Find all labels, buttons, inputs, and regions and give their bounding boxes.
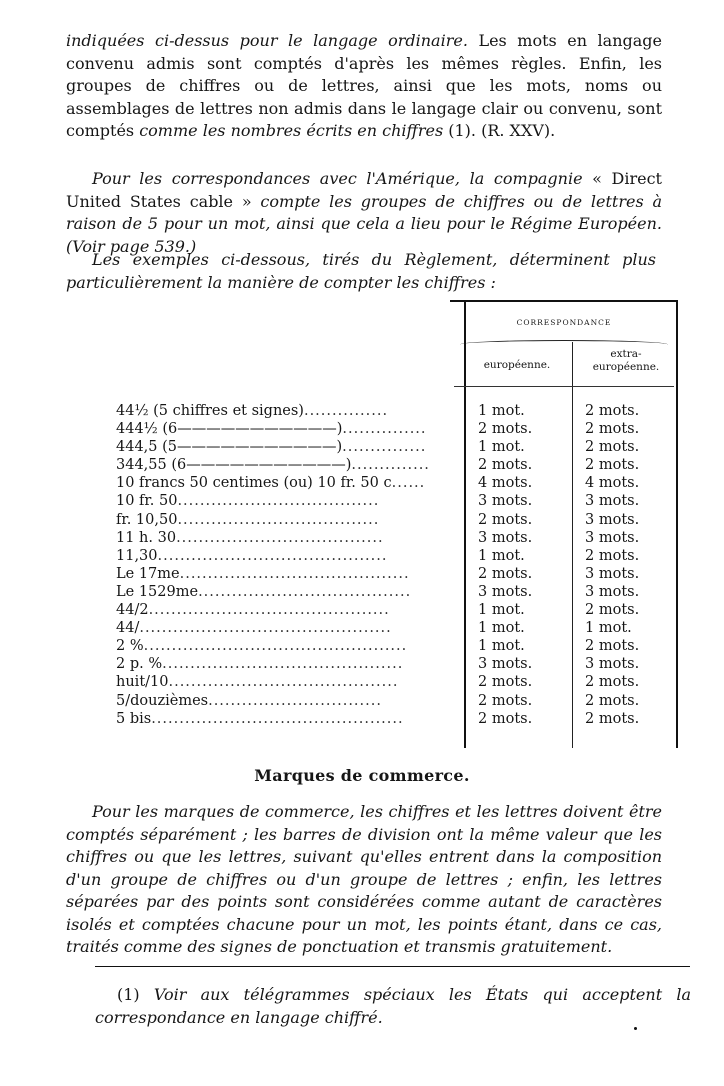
table-row	[0, 710, 724, 728]
row-extra-european-count: 3 mots.	[585, 656, 640, 673]
footnote-marker: (1)	[117, 985, 140, 1004]
row-label-text: 10 fr. 50	[116, 493, 178, 510]
row-label	[116, 637, 450, 655]
row-label-text: fr. 10,50	[116, 511, 178, 528]
row-european-count: 4 mots.	[478, 475, 533, 492]
row-leader-dots: .............................................	[139, 620, 392, 637]
row-european-count: 2 mots.	[478, 565, 533, 582]
intro-italic-start: indiquées ci-dessus pour le langage ordinaire.	[66, 31, 468, 50]
row-label	[116, 420, 450, 438]
row-label	[116, 529, 450, 547]
extra-european-line1: extra-	[610, 348, 642, 360]
row-label	[116, 565, 450, 583]
row-european-count: 3 mots.	[478, 583, 533, 600]
row-leader-dots: ...............................................	[143, 638, 408, 655]
row-label-text: 2 p. %	[116, 656, 163, 673]
row-label-text: Le 1529me	[116, 583, 199, 600]
table-row	[0, 601, 724, 619]
table-row	[0, 438, 724, 456]
row-label-text: 10 francs 50 centimes (ou) 10 fr. 50 c	[116, 475, 392, 492]
america-text-a: « Direct United States cable »	[66, 169, 662, 211]
row-extra-european-count: 3 mots.	[585, 565, 640, 582]
row-european-count: 1 mot.	[478, 638, 525, 655]
row-european-count: 2 mots.	[478, 674, 533, 691]
row-european-count: 3 mots.	[478, 656, 533, 673]
row-extra-european-count: 2 mots.	[585, 638, 640, 655]
intro-text-a: Les mots en langage convenu admis sont comptés d'après les mêmes règles. Enfin, les groupes de chiffres ou de lettres, ainsi que les mots, noms ou assemblages de lettres non admis dans le langage clair ou convenu, sont comptés	[66, 31, 662, 140]
row-european-count: 1 mot.	[478, 620, 525, 637]
trademarks-paragraph: Pour les marques de commerce, les chiffres et les lettres doivent être comptés séparément ; les barres de division ont la même valeur que les chiffres ou que les lettres, suivant qu'elles entrent dans la composition d'un groupe de chiffres ou d'un groupe de lettres ; enfin, les lettres séparées par des points sont considérées comme autant de caractères isolés et comptées chacune pour un mot, les points étant, dans ce cas, traités comme des signes de ponctuation et transmis gratuitement.	[66, 802, 662, 956]
row-extra-european-count: 3 mots.	[585, 583, 640, 600]
row-european-count: 1 mot.	[478, 403, 525, 419]
table-row	[0, 673, 724, 691]
intro-text-b: (1). (R. XXV).	[443, 121, 556, 140]
intro-italic-end: comme les nombres écrits en chiffres	[139, 121, 444, 140]
table-top-rule	[450, 300, 678, 302]
table-row	[0, 655, 724, 673]
row-extra-european-count: 2 mots.	[585, 674, 640, 691]
row-leader-dots: ...............	[342, 421, 427, 438]
row-european-count: 1 mot.	[478, 439, 525, 456]
row-label	[116, 474, 450, 492]
row-leader-dots: .........................................	[157, 547, 388, 564]
row-european-count: 2 mots.	[478, 457, 533, 474]
row-european-count: 1 mot.	[478, 602, 525, 619]
row-label-text: huit/10	[116, 674, 169, 691]
row-leader-dots: ...............................	[208, 692, 382, 709]
table-row	[0, 529, 724, 547]
row-label-text: 11 h. 30	[116, 529, 177, 546]
row-leader-dots: ....................................	[177, 511, 380, 528]
table-header-separator	[454, 386, 674, 387]
row-label-text: 44½ (5 chiffres et signes)	[116, 403, 304, 419]
row-extra-european-count: 2 mots.	[585, 692, 640, 709]
row-label	[116, 601, 450, 619]
footnote-text: Voir aux télégrammes spéciaux les États qui acceptent la correspondance en langage chiffré.	[95, 985, 691, 1027]
row-label	[116, 438, 450, 456]
footnote-rule	[95, 966, 690, 967]
row-extra-european-count: 2 mots.	[585, 439, 640, 456]
table-header-extra-european	[574, 348, 678, 374]
row-label	[116, 402, 450, 420]
row-leader-dots: ....................................	[177, 493, 380, 510]
row-label	[116, 673, 450, 691]
table-row	[0, 474, 724, 492]
row-extra-european-count: 4 mots.	[585, 475, 640, 492]
row-extra-european-count: 2 mots.	[585, 547, 640, 564]
row-label-text: 11,30	[116, 547, 158, 564]
footnote	[95, 983, 691, 1029]
row-label	[116, 492, 450, 510]
row-label-text: 44/	[116, 620, 140, 637]
row-label	[116, 655, 450, 673]
row-european-count: 3 mots.	[478, 493, 533, 510]
row-european-count: 3 mots.	[478, 529, 533, 546]
row-label-text: 344,55 (6———————————)	[116, 457, 352, 474]
row-label-text: 444½ (6———————————)	[116, 421, 343, 438]
table-row	[0, 547, 724, 565]
row-european-count: 2 mots.	[478, 710, 533, 727]
row-extra-european-count: 3 mots.	[585, 511, 640, 528]
row-extra-european-count: 3 mots.	[585, 493, 640, 510]
row-extra-european-count: 2 mots.	[585, 457, 640, 474]
table-row	[0, 402, 724, 420]
row-leader-dots: ......................................	[198, 583, 412, 600]
table-header-correspondance: CORRESPONDANCE	[516, 318, 612, 327]
row-leader-dots: .........................................	[179, 565, 410, 582]
row-label-text: 44/2	[116, 602, 149, 619]
table-row	[0, 619, 724, 637]
row-extra-european-count: 3 mots.	[585, 529, 640, 546]
row-european-count: 2 mots.	[478, 692, 533, 709]
row-label-text: Le 17me	[116, 565, 180, 582]
row-european-count: 1 mot.	[478, 547, 525, 564]
table-row	[0, 492, 724, 510]
america-italic-b: compte les groupes de chiffres ou de lettres à raison de 5 pour un mot, ainsi que cela a lieu pour le Régime Européen. (Voir page 539.)	[66, 191, 663, 256]
row-leader-dots: ...............	[342, 439, 427, 456]
intro-paragraph	[66, 30, 662, 143]
row-leader-dots: .........................................	[168, 674, 399, 691]
row-label	[116, 710, 450, 728]
row-european-count: 2 mots.	[478, 511, 533, 528]
table-row	[0, 456, 724, 474]
row-label-text: 5 bis	[116, 710, 152, 727]
table-row	[0, 583, 724, 601]
row-leader-dots: ...........................................	[162, 656, 404, 673]
ink-speck	[634, 1027, 637, 1030]
extra-european-line2: européenne.	[592, 361, 660, 373]
examples-intro: Les exemples ci-dessous, tirés du Règlement, déterminent plus particulièrement la manière de compter les chiffres :	[66, 250, 656, 292]
row-leader-dots: ..............	[351, 457, 430, 474]
row-label	[116, 456, 450, 474]
row-leader-dots: ...........................................	[148, 602, 390, 619]
section-title: Marques de commerce.	[254, 766, 470, 785]
row-leader-dots: ...............	[303, 403, 389, 419]
row-label	[116, 547, 450, 565]
row-leader-dots: ......	[391, 475, 426, 492]
table-row	[0, 420, 724, 438]
row-european-count: 2 mots.	[478, 421, 533, 438]
row-extra-european-count: 1 mot.	[585, 620, 632, 637]
america-paragraph	[66, 168, 662, 258]
table-row	[0, 511, 724, 529]
table-row	[0, 692, 724, 710]
row-leader-dots: .....................................	[176, 529, 384, 546]
table-row	[0, 637, 724, 655]
row-label-text: 5/douzièmes	[116, 692, 209, 709]
america-italic-a: Pour les correspondances avec l'Amérique, la compagnie	[92, 169, 583, 188]
row-extra-european-count: 2 mots.	[585, 602, 640, 619]
table-rows	[0, 402, 724, 728]
row-label	[116, 511, 450, 529]
row-leader-dots: .............................................	[151, 710, 404, 727]
row-label	[116, 619, 450, 637]
row-label-text: 2 %	[116, 638, 144, 655]
table-header-european: européenne.	[483, 359, 551, 371]
row-extra-european-count: 2 mots.	[585, 421, 640, 438]
row-label	[116, 583, 450, 601]
row-label-text: 444,5 (5———————————)	[116, 439, 343, 456]
table-row	[0, 565, 724, 583]
row-extra-european-count: 2 mots.	[585, 403, 640, 419]
row-label	[116, 692, 450, 710]
row-extra-european-count: 2 mots.	[585, 710, 640, 727]
